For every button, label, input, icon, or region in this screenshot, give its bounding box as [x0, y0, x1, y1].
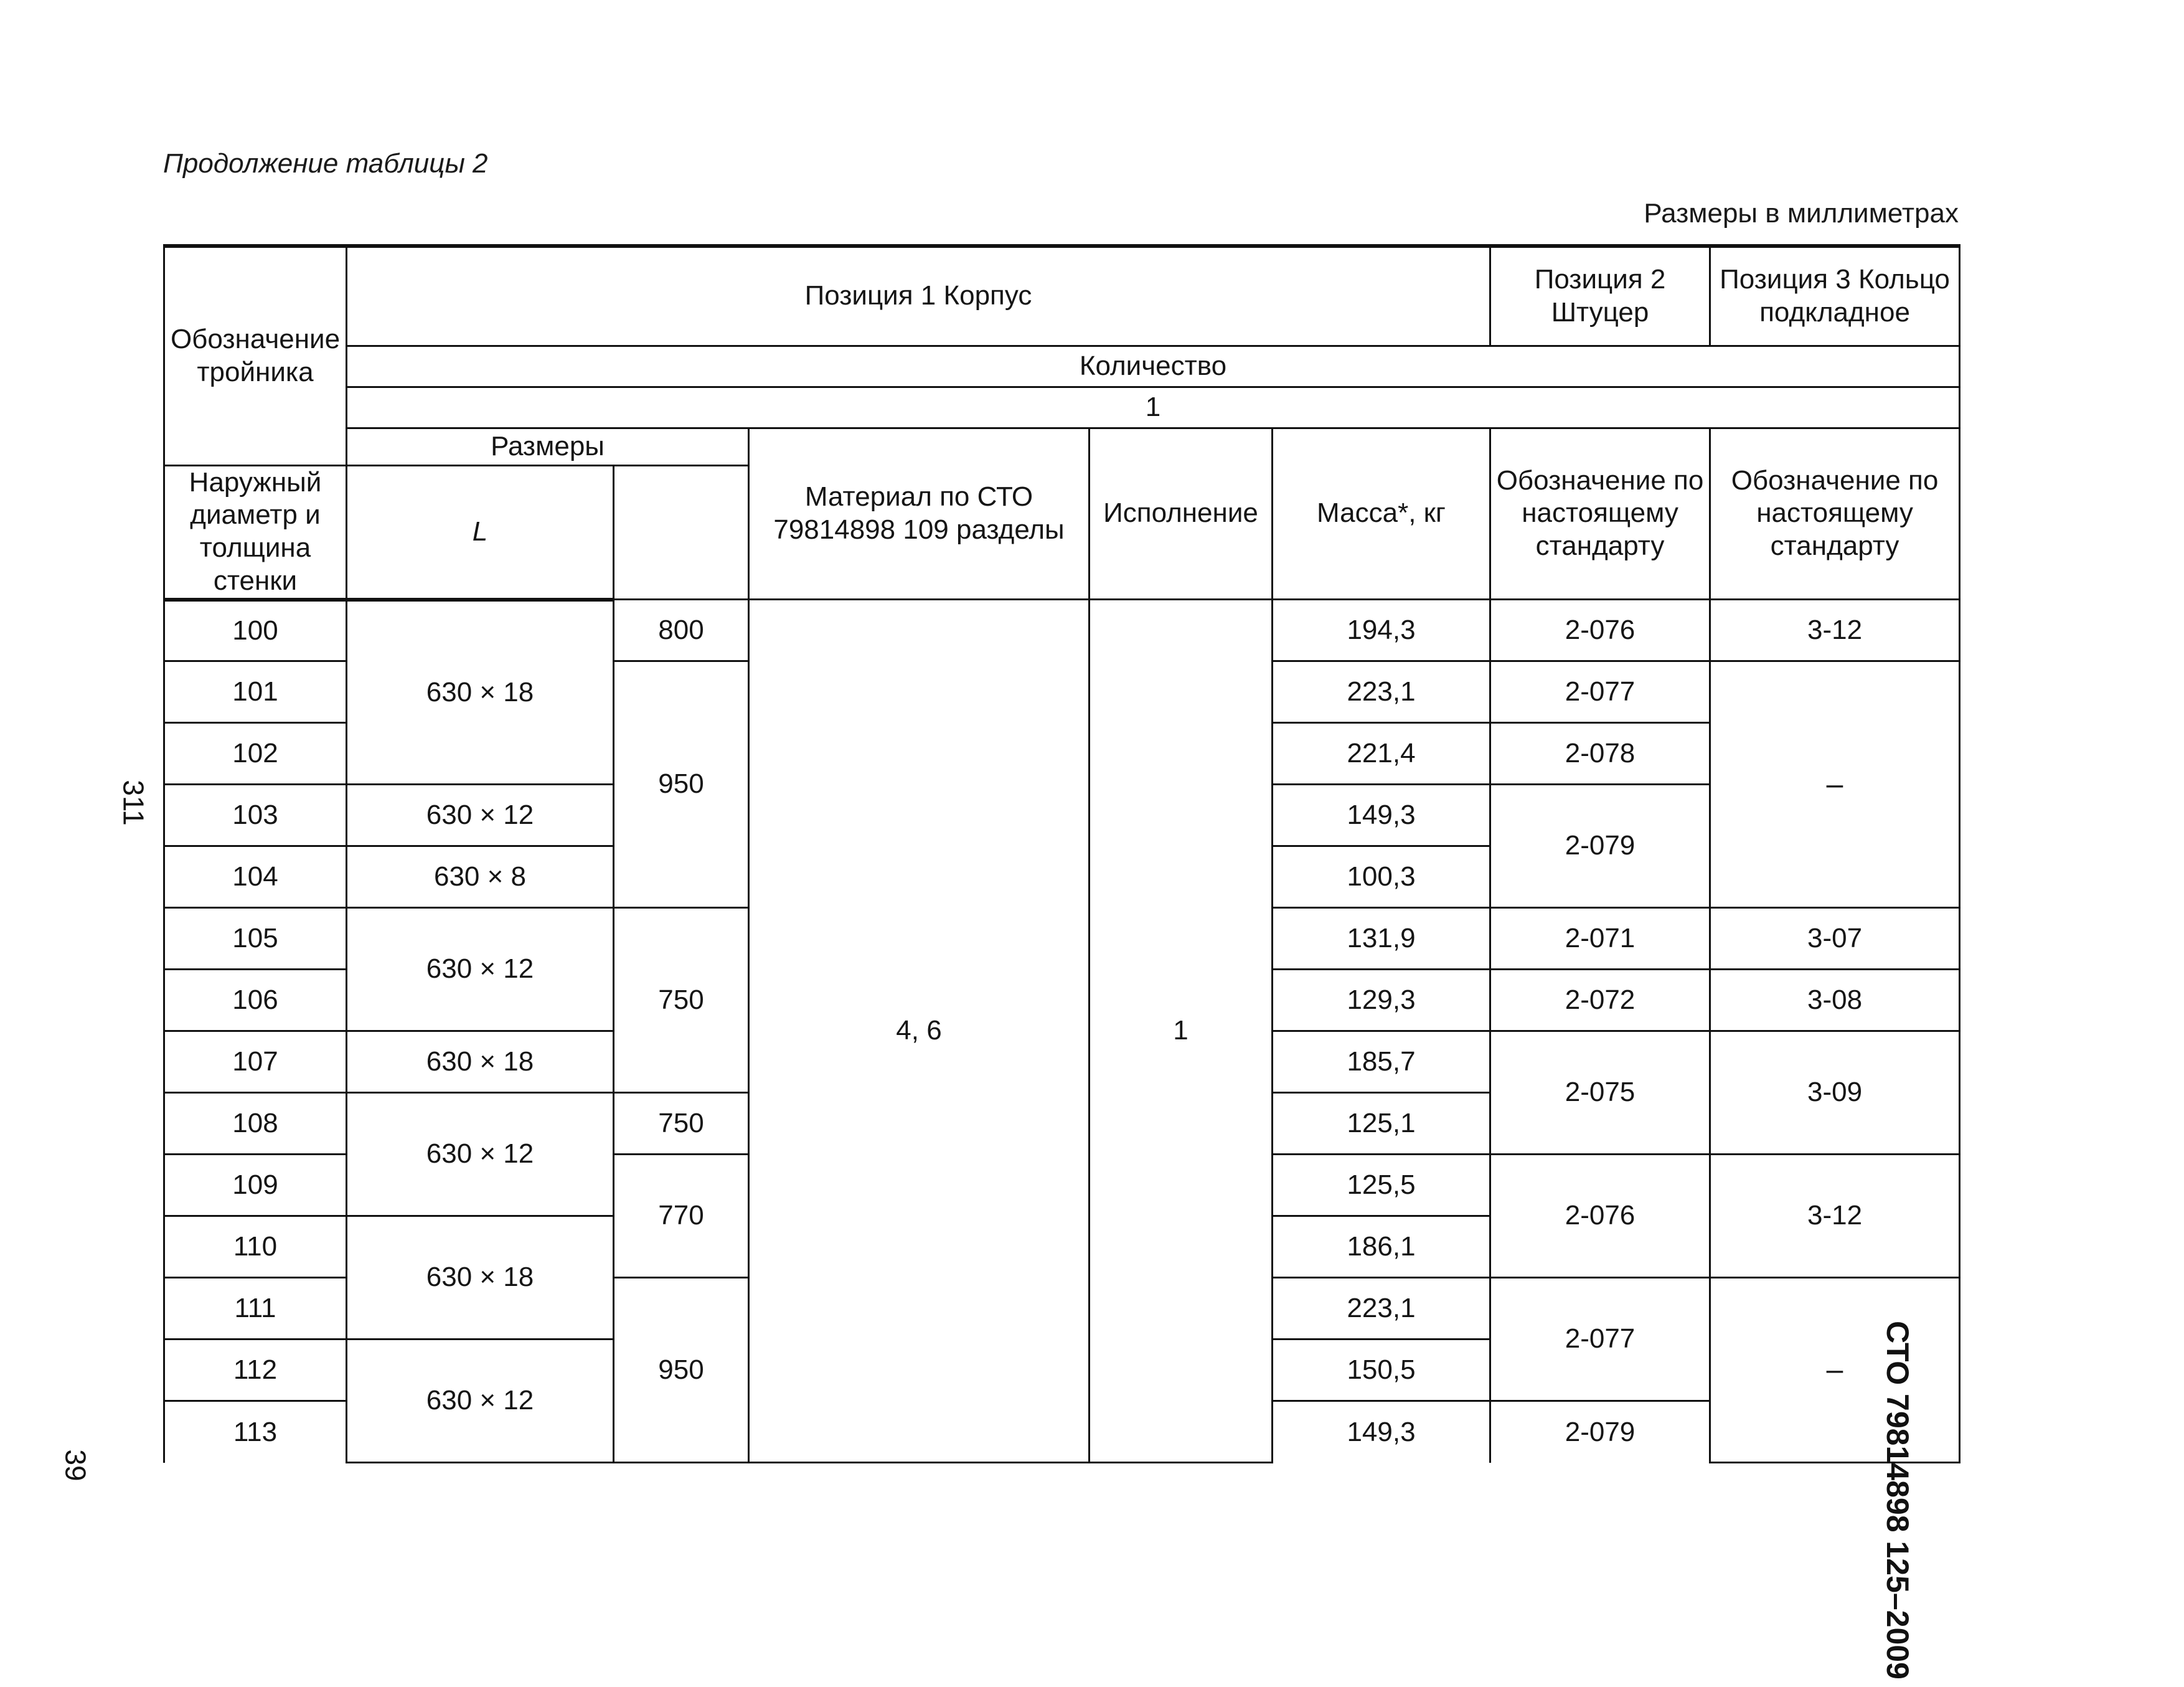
header-designation: Обозначение тройника [164, 246, 347, 465]
pos3-cell: 3-09 [1710, 1031, 1960, 1155]
pos3-cell: – [1710, 1278, 1960, 1463]
mass-cell: 185,7 [1273, 1031, 1490, 1093]
mass-cell: 125,1 [1273, 1093, 1490, 1155]
material-cell: 4, 6 [749, 600, 1090, 1463]
mass-cell: 149,3 [1273, 785, 1490, 846]
diameter-cell: 630 × 8 [347, 846, 614, 908]
length-cell: 750 [614, 908, 749, 1093]
header-position3: Позиция 3 Кольцо подкладное [1710, 246, 1960, 346]
mass-cell: 194,3 [1273, 600, 1490, 661]
header-length: L [347, 465, 614, 600]
pos2-cell: 2-076 [1490, 600, 1710, 661]
execution-cell: 1 [1090, 600, 1273, 1463]
designation-cell: 112 [164, 1340, 347, 1401]
pos3-cell: 3-08 [1710, 970, 1960, 1031]
header-quantity: Количество [347, 346, 1960, 387]
length-cell: 800 [614, 600, 749, 661]
diameter-cell: 630 × 12 [347, 785, 614, 846]
units-note: Размеры в миллиметрах [1644, 198, 1959, 229]
designation-cell: 106 [164, 970, 347, 1031]
mass-cell: 223,1 [1273, 661, 1490, 723]
diameter-cell: 630 × 18 [347, 600, 614, 785]
pos2-cell: 2-079 [1490, 785, 1710, 908]
designation-cell: 100 [164, 600, 347, 661]
length-cell: 770 [614, 1155, 749, 1278]
mass-cell: 221,4 [1273, 723, 1490, 785]
mass-cell: 131,9 [1273, 908, 1490, 970]
pos2-cell: 2-076 [1490, 1155, 1710, 1278]
diameter-cell: 630 × 12 [347, 1093, 614, 1216]
tee-spec-table [163, 244, 1960, 1463]
designation-cell: 113 [164, 1401, 347, 1463]
length-cell: 750 [614, 1093, 749, 1155]
diameter-cell: 630 × 18 [347, 1031, 614, 1093]
pos2-cell: 2-071 [1490, 908, 1710, 970]
table-caption: Продолжение таблицы 2 [163, 148, 488, 179]
mass-cell: 150,5 [1273, 1340, 1490, 1401]
designation-cell: 102 [164, 723, 347, 785]
mass-cell: 125,5 [1273, 1155, 1490, 1216]
mass-cell: 129,3 [1273, 970, 1490, 1031]
designation-cell: 101 [164, 661, 347, 723]
diameter-cell: 630 × 12 [347, 908, 614, 1031]
mass-cell: 149,3 [1273, 1401, 1490, 1463]
mass-cell: 223,1 [1273, 1278, 1490, 1340]
designation-cell: 104 [164, 846, 347, 908]
pos3-cell: 3-12 [1710, 1155, 1960, 1278]
header-outer-diameter: Наружный диаметр и толщина стенки [164, 465, 347, 600]
header-material: Материал по СТО 79814898 109 разделы [749, 428, 1090, 600]
designation-cell: 103 [164, 785, 347, 846]
pos3-cell: 3-12 [1710, 600, 1960, 661]
length-cell: 950 [614, 1278, 749, 1463]
designation-cell: 108 [164, 1093, 347, 1155]
pos2-cell: 2-075 [1490, 1031, 1710, 1155]
header-designation-std2: Обозначение по настоящему стандарту [1490, 428, 1710, 600]
designation-cell: 105 [164, 908, 347, 970]
pos2-cell: 2-077 [1490, 1278, 1710, 1401]
designation-cell: 111 [164, 1278, 347, 1340]
pos2-cell: 2-079 [1490, 1401, 1710, 1463]
header-designation-std3: Обозначение по настоящему стандарту [1710, 428, 1960, 600]
diameter-cell: 630 × 18 [347, 1216, 614, 1340]
pos3-cell: 3-07 [1710, 908, 1960, 970]
header-mass: Масса*, кг [1273, 428, 1490, 600]
designation-cell: 110 [164, 1216, 347, 1278]
pos2-cell: 2-072 [1490, 970, 1710, 1031]
page-number: 39 [59, 1449, 92, 1481]
designation-cell: 107 [164, 1031, 347, 1093]
header-position2: Позиция 2 Штуцер [1490, 246, 1710, 346]
mass-cell: 100,3 [1273, 846, 1490, 908]
pos2-cell: 2-078 [1490, 723, 1710, 785]
designation-cell: 109 [164, 1155, 347, 1216]
pos2-cell: 2-077 [1490, 661, 1710, 723]
pos3-cell: – [1710, 661, 1960, 908]
header-quantity-value: 1 [347, 387, 1960, 428]
page-number-side: 311 [117, 780, 150, 826]
header-position1: Позиция 1 Корпус [347, 246, 1490, 346]
header-execution: Исполнение [1090, 428, 1273, 600]
mass-cell: 186,1 [1273, 1216, 1490, 1278]
header-dimensions: Размеры [347, 428, 749, 465]
diameter-cell: 630 × 12 [347, 1340, 614, 1463]
length-cell: 950 [614, 661, 749, 908]
standard-code: СТО 79814898 125–2009 [1880, 1321, 1915, 1680]
